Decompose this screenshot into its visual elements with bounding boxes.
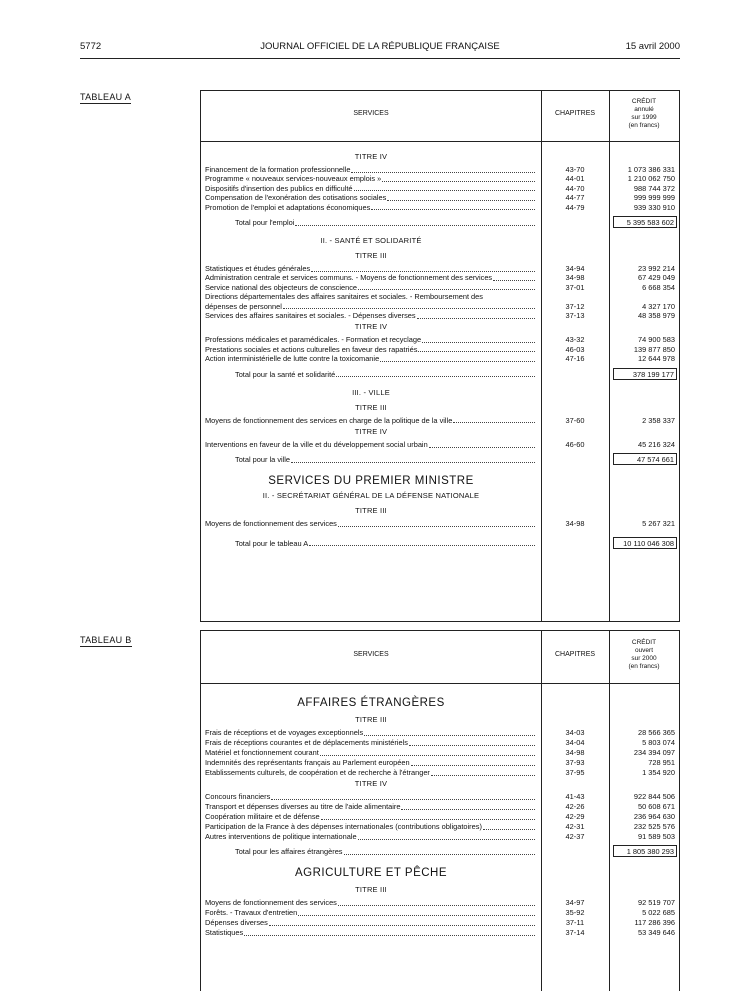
subsection-heading: TITRE IV: [354, 779, 388, 788]
row-label: [235, 847, 537, 857]
table-a-label: TABLEAU A: [80, 92, 132, 102]
credit-cell: 922 844 506: [633, 792, 675, 801]
label-text: Total pour la ville: [235, 455, 291, 465]
chapitre-cell: 34-98: [565, 273, 585, 283]
leader-dots: [401, 809, 535, 810]
leader-dots: [453, 422, 535, 423]
row-label: [205, 283, 537, 293]
credit-cell: 48 358 979: [638, 311, 675, 320]
label-text: Total pour l'emploi: [235, 218, 295, 227]
label-text: Moyens de fonctionnement des services: [205, 898, 337, 907]
row-label: [205, 822, 537, 832]
leader-dots: [411, 765, 535, 766]
leader-dots: [380, 361, 535, 362]
leader-dots: [244, 935, 535, 936]
row-label: [205, 165, 537, 175]
subsection-heading: TITRE III: [355, 402, 387, 412]
row-label: [205, 345, 537, 355]
credit-cell: 1 073 386 331: [627, 165, 675, 174]
label-text: Forêts. - Travaux d'entretien: [205, 908, 298, 917]
credit-cell: 5 267 321: [642, 519, 675, 529]
label-text: Prestations sociales et actions culturelles en faveur des rapatriés: [205, 344, 418, 354]
credit-cell: 74 900 583: [638, 335, 675, 345]
label-text: Autres interventions de politique internationale: [205, 832, 357, 841]
row-label: [205, 354, 537, 364]
row-label: [205, 758, 537, 768]
publication-date: 15 avril 2000: [625, 41, 680, 52]
chapitre-cell: 34-98: [565, 519, 585, 529]
credit-cell: 5 022 685: [642, 908, 675, 917]
subsection-heading: TITRE III: [355, 885, 387, 894]
leader-dots: [311, 271, 535, 272]
row-label: [205, 918, 537, 928]
total-credit-cell: 1 805 380 293: [613, 845, 677, 857]
label-text: Programme « nouveaux services-nouveaux emplois »: [205, 174, 382, 184]
row-label: [205, 264, 537, 274]
chapitre-cell: 46-03: [565, 344, 585, 354]
credit-cell: 988 744 372: [633, 183, 675, 193]
chapitre-cell: 34-03: [565, 728, 585, 737]
credit-cell: 6 668 354: [642, 282, 675, 292]
label-text: Statistiques: [205, 928, 244, 937]
label-text: Total pour les affaires étrangères: [235, 847, 343, 856]
label-text: Compensation de l'exonération des cotisations sociales: [205, 193, 387, 203]
header-rule: [80, 58, 680, 59]
leader-dots: [371, 209, 535, 210]
row-label: [205, 812, 537, 822]
table-a: [200, 90, 680, 622]
label-text: Matériel et fonctionnement courant: [205, 748, 319, 757]
header-separator: [201, 683, 679, 684]
leader-dots: [409, 745, 535, 746]
column-header-credit: CRÉDIT ouvert sur 2000 (en francs): [628, 639, 660, 670]
subsection-heading: II. - SECRÉTARIAT GÉNÉRAL DE LA DÉFENSE NATIONALE: [262, 491, 480, 501]
chapitre-cell: 42-29: [565, 812, 585, 821]
row-label: [205, 440, 537, 450]
credit-cell: 2 358 337: [642, 415, 675, 425]
credit-cell: 92 519 707: [638, 898, 675, 907]
credit-cell: 999 999 999: [633, 193, 675, 203]
subsection-heading: II. - SANTÉ ET SOLIDARITÉ: [320, 236, 422, 245]
row-label: [205, 738, 537, 748]
section-heading: SERVICES DU PREMIER MINISTRE: [268, 475, 474, 488]
chapitre-cell: 37-13: [565, 311, 585, 320]
row-label: [205, 203, 537, 213]
credit-cell: 1 210 062 750: [627, 174, 675, 184]
chapitre-cell: 44-79: [565, 202, 585, 212]
label-text: Dispositifs d'insertion des publics en difficulté: [205, 183, 353, 193]
column-header-chapitres: CHAPITRES: [554, 110, 596, 117]
label-text: Moyens de fonctionnement des services en charge de la politique de la ville: [205, 415, 453, 425]
credit-cell: 236 964 630: [633, 812, 675, 821]
leader-dots: [358, 839, 535, 840]
label-text: Concours financiers: [205, 792, 271, 801]
chapitre-cell: 34-04: [565, 738, 585, 747]
table-b: [200, 630, 680, 991]
chapitre-cell: 41-43: [565, 792, 585, 801]
label-text: Frais de réceptions courantes et de déplacements ministériels: [205, 738, 408, 747]
leader-dots: [320, 755, 535, 756]
subsection-heading: TITRE III: [355, 251, 387, 260]
label-text: Coopération militaire et de défense: [205, 812, 320, 821]
credit-cell: 728 951: [648, 758, 675, 767]
row-label: [205, 792, 537, 802]
leader-dots: [321, 819, 535, 820]
credit-cell: 28 566 365: [638, 728, 675, 737]
leader-dots: [298, 915, 535, 916]
leader-dots: [422, 342, 535, 343]
chapitre-cell: 37-11: [565, 918, 585, 927]
row-label: [205, 832, 537, 842]
row-label: [205, 174, 537, 184]
leader-dots: [431, 775, 535, 776]
chapitre-cell: 37-14: [565, 928, 585, 937]
label-text: Participation de la France à des dépenses internationales (contributions obligatoires): [205, 822, 482, 831]
chapitre-cell: 35-92: [565, 908, 585, 917]
column-divider: [609, 631, 610, 991]
label-text: Total pour le tableau A: [235, 538, 309, 548]
leader-dots: [283, 308, 535, 309]
chapitre-cell: 46-60: [565, 440, 585, 449]
chapitre-cell: 37-01: [565, 282, 585, 292]
row-label: [205, 928, 537, 938]
credit-cell: 1 354 920: [642, 768, 675, 777]
row-label: [205, 728, 537, 738]
chapitre-cell: 44-01: [565, 174, 585, 184]
total-credit-cell: 378 199 177: [613, 368, 677, 380]
chapitre-cell: 47-16: [565, 354, 585, 364]
label-text: Action interministérielle de lutte contre la toxicomanie: [205, 354, 380, 364]
credit-cell: 67 429 049: [638, 273, 675, 283]
leader-dots: [336, 376, 535, 377]
leader-dots: [344, 854, 536, 855]
credit-cell: 234 394 097: [633, 748, 675, 757]
credit-cell: 5 803 074: [642, 738, 675, 747]
credit-cell: 4 327 170: [642, 301, 675, 311]
leader-dots: [483, 829, 535, 830]
row-label: [205, 908, 537, 918]
column-header-services: SERVICES: [353, 651, 389, 658]
leader-dots: [493, 280, 535, 281]
row-label: [235, 539, 537, 549]
leader-dots: [364, 735, 535, 736]
label-text: Indemnités des représentants français au Parlement européen: [205, 758, 410, 767]
section-heading: AFFAIRES ÉTRANGÈRES: [297, 697, 445, 709]
leader-dots: [358, 289, 535, 290]
credit-cell: 45 216 324: [638, 440, 675, 449]
chapitre-cell: 34-98: [565, 748, 585, 757]
row-label: [205, 193, 537, 203]
row-label: [205, 802, 537, 812]
chapitre-cell: 43-70: [565, 165, 585, 174]
label-text: Services des affaires sanitaires et sociales. - Dépenses diverses: [205, 311, 416, 320]
row-label: [205, 302, 537, 312]
credit-cell: 939 330 910: [633, 202, 675, 212]
chapitre-cell: 34-97: [565, 898, 585, 907]
credit-cell: 232 525 576: [633, 822, 675, 831]
chapitre-cell: 42-37: [565, 832, 585, 841]
row-label: [205, 748, 537, 758]
leader-dots: [429, 447, 535, 448]
label-text: Etablissements culturels, de coopération et de recherche à l'étranger: [205, 768, 430, 777]
chapitre-cell: 37-12: [565, 301, 585, 311]
leader-dots: [271, 799, 535, 800]
subsection-heading: TITRE IV: [354, 152, 388, 161]
chapitre-cell: 43-32: [565, 335, 585, 345]
row-label: [205, 335, 537, 345]
total-credit-cell: 47 574 661: [613, 453, 677, 465]
credit-cell: 50 608 671: [638, 802, 675, 811]
leader-dots: [291, 462, 535, 463]
column-header-services: SERVICES: [353, 110, 389, 117]
leader-dots: [269, 925, 535, 926]
total-credit-cell: 10 110 046 308: [613, 537, 677, 549]
row-label: [205, 416, 537, 426]
row-label-line: Directions départementales des affaires sanitaires et sociales. - Remboursement des: [205, 292, 483, 302]
label-text: Statistiques et études générales: [205, 264, 311, 273]
label-text: Total pour la santé et solidarité: [235, 369, 336, 379]
credit-cell: 117 286 396: [634, 918, 675, 927]
page-number: 5772: [80, 41, 102, 52]
leader-dots: [338, 526, 535, 527]
credit-cell: 23 992 214: [638, 264, 675, 273]
total-credit-cell: 5 395 583 602: [613, 216, 677, 228]
chapitre-cell: 37-93: [565, 758, 585, 767]
subsection-heading: TITRE IV: [354, 322, 388, 332]
row-label: [235, 218, 537, 228]
column-header-chapitres: CHAPITRES: [554, 651, 596, 658]
credit-cell: 139 877 850: [633, 344, 675, 354]
leader-dots: [338, 905, 535, 906]
subsection-heading: TITRE III: [355, 715, 387, 724]
leader-dots: [382, 181, 535, 182]
leader-dots: [309, 545, 535, 546]
row-label: [205, 273, 537, 283]
label-text: Professions médicales et paramédicales. - Formation et recyclage: [205, 335, 422, 345]
label-text: Financement de la formation professionnelle: [205, 165, 351, 174]
chapitre-cell: 37-95: [565, 768, 585, 777]
row-label: [235, 370, 537, 380]
label-text: dépenses de personnel: [205, 301, 282, 311]
credit-cell: 53 349 646: [638, 928, 675, 937]
row-label: [205, 768, 537, 778]
leader-dots: [295, 225, 535, 226]
credit-cell: 12 644 978: [638, 354, 675, 364]
chapitre-cell: 42-26: [565, 802, 585, 811]
row-label: [205, 184, 537, 194]
label-text: Transport et dépenses diverses au titre de l'aide alimentaire: [205, 802, 401, 811]
chapitre-cell: 44-70: [565, 183, 585, 193]
row-label: [205, 311, 537, 321]
label-text: Moyens de fonctionnement des services: [205, 519, 337, 529]
leader-dots: [418, 351, 535, 352]
row-label: [235, 455, 537, 465]
leader-dots: [354, 190, 535, 191]
subsection-heading: TITRE III: [355, 506, 387, 516]
label-text: Dépenses diverses: [205, 918, 268, 927]
chapitre-cell: 34-94: [565, 264, 585, 273]
column-header-credit: CRÉDIT annulé sur 1999 (en francs): [628, 98, 660, 129]
chapitre-cell: 42-31: [565, 822, 585, 831]
section-heading: AGRICULTURE ET PÊCHE: [294, 867, 448, 879]
subsection-heading: III. - VILLE: [352, 387, 390, 397]
chapitre-cell: 44-77: [565, 193, 585, 203]
label-text: Administration centrale et services communs. - Moyens de fonctionnement des services: [205, 273, 493, 283]
header-separator: [201, 141, 679, 142]
row-label: [205, 898, 537, 908]
row-label: [205, 519, 537, 529]
leader-dots: [387, 200, 535, 201]
label-text: Promotion de l'emploi et adaptations économiques: [205, 202, 371, 212]
leader-dots: [351, 172, 535, 173]
column-divider: [609, 91, 610, 621]
leader-dots: [417, 318, 535, 319]
subsection-heading: TITRE IV: [354, 427, 388, 436]
journal-title: JOURNAL OFFICIEL DE LA RÉPUBLIQUE FRANÇAISE: [260, 41, 500, 52]
credit-cell: 91 589 503: [638, 832, 675, 841]
label-text: Service national des objecteurs de conscience: [205, 282, 358, 292]
table-b-label: TABLEAU B: [80, 635, 132, 645]
chapitre-cell: 37-60: [565, 415, 585, 425]
label-text: Frais de réceptions et de voyages exceptionnels: [205, 728, 364, 737]
label-text: Interventions en faveur de la ville et du développement social urbain: [205, 440, 428, 449]
